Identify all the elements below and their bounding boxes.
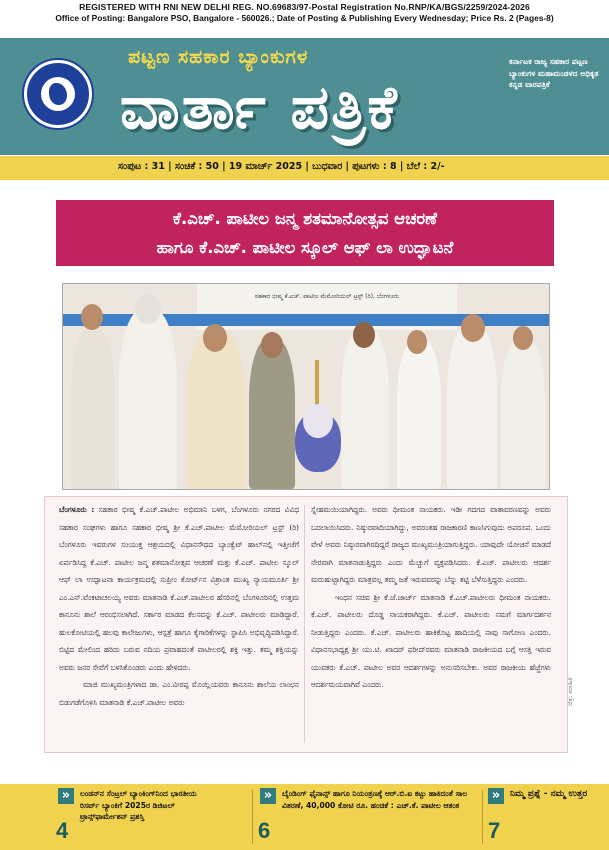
masthead-panel — [0, 38, 609, 155]
masthead-subtitle: ಪಟ್ಟಣ ಸಹಕಾರ ಬ್ಯಾಂಕುಗಳ — [128, 46, 309, 68]
registration-block — [0, 2, 609, 24]
person-head — [261, 332, 283, 358]
footer-item-page-7[interactable] — [484, 784, 604, 850]
person-figure — [119, 309, 177, 489]
footer-index — [0, 784, 609, 850]
person-figure — [249, 339, 295, 489]
chevron-right-icon: » — [488, 788, 504, 804]
masthead — [0, 38, 609, 155]
footer-item-text: ನಿಮ್ಮ ಪ್ರಶ್ನೆ - ನಮ್ಮ ಉತ್ತರ — [510, 789, 588, 799]
footer-separator — [252, 790, 253, 844]
person-head — [461, 314, 485, 342]
person-figure — [447, 325, 497, 489]
footer-item-page-6[interactable] — [254, 784, 474, 850]
footer-item-text: ಲಂಡನ್‌ನ ಸೆಂಟ್ರಲ್ ಬ್ಯಾಂಕಿಂಗ್‌ನಿಂದ ಭಾರತೀಯ ರಿಸರ್ವ್ ಬ್ಯಾಂಕಿಗೆ 2025ರ ಡಿಜಿಟಲ್ ಟ್ರಾನ್ಸ್‌ಫಾರ್ಮೇಶನ್ ಪ್ರಶಸ್ತಿ — [80, 789, 197, 821]
footer-item-page-4[interactable] — [0, 784, 200, 850]
masthead-side-text: ಕರ್ನಾಟಕ ರಾಜ್ಯ ಸಹಕಾರ ಪಟ್ಟಣ ಬ್ಯಾಂಕುಗಳ ಮಹಾಮಂಡಳದ ಅಧಿಕೃತ ಕನ್ನಡ ವಾರಪತ್ರಿಕೆ — [509, 57, 599, 89]
article-column-1 — [59, 501, 299, 711]
footer-separator — [482, 790, 483, 844]
person-figure — [71, 329, 115, 489]
footer-item-text: ಬೈಂಡಿಂಗ್ ಫೈನಾನ್ಸ್ ಹಾಗೂ ನಿಯಂತ್ರಣಕ್ಕೆ ಆರ್.ಬಿ.ಐ ಕಟ್ಟು ಹಾಕಿದಂತೆ ಸಾಲ ವಿತರಣೆ, 40,000 ಕೋಟಿ ರೂ. ಹಂಚಿಕೆ : ಎಚ್.ಕೆ. ಪಾಟೀಲ ಆತಂಕ — [282, 789, 468, 810]
chevron-right-icon: » — [260, 788, 276, 804]
column-divider — [304, 505, 305, 743]
person-head — [135, 294, 161, 324]
headline-box — [56, 200, 554, 266]
footer-item-number: 7 — [488, 818, 501, 843]
article-text: ಸಹಕಾರ ಭೀಷ್ಮ ಕೆ.ಎಚ್.ಪಾಟೀಲ ಅಭಿಮಾನಿ ಬಳಗ, ಬೆಂಗಳೂರು ನಗರದ ವಿವಿಧ ಸಹಕಾರ ಸಂಘಗಳು ಹಾಗೂ ಸಹಕಾರ ಭೀಷ್ಮ ಶ್ರೀ ಕೆ.ಎಚ್.ಪಾಟೀಲ ಮೆಮೋರಿಯಲ್ ಟ್ರಸ್ಟ್ (ರಿ) ಬೆಂಗಳೂರು ಇವರುಗಳ ಸಂಯುಕ್ತ ಆಶ್ರಯದಲ್ಲಿ ವಿಧಾನಸೌಧದ ಬ್ಯಾಂಕ್ವೆಟ್ ಹಾಲ್‌ನಲ್ಲಿ ಇತ್ತೀಚೆಗೆ ಏರ್ಪಡಿಸಿದ್ದ ಕೆ.ಎಚ್. ಪಾಟೀಲ ಜನ್ಮ ಶತಮಾನೋತ್ಸವ ಆಚರಣೆ ಮತ್ತು ಕೆ.ಎಚ್. ಪಾಟೀಲ ಸ್ಕೂಲ್ ಆಫ್ ಲಾ ಉದ್ಘಾಟನಾ ಕಾರ್ಯಕ್ರಮದಲ್ಲಿ ಸುಪ್ರೀಂ ಕೋರ್ಟ್‌ನ ವಿಶ್ರಾಂತ ಮುಖ್ಯ ನ್ಯಾಯಮೂರ್ತಿ ಶ್ರೀ ಎಂ.ಎನ್.ವೆಂಕಟಾಚಲಯ್ಯ ಅವರು ಮಾತನಾಡಿ ಕೆ.ಎಚ್.ಪಾಟೀಲರ ಹೆಸರಿನಲ್ಲಿ ಬೆಂಗಳೂರಿನಲ್ಲಿ ಉತ್ತಮ ಕಾನೂನು ಶಾಲೆ ಆರಂಭಿಸಲಾಗಿದೆ. ಸರ್ಕಾರ ಮಾಡದ ಕೆಲಸವನ್ನು ಕೆ.ಎಚ್. ಪಾಟೀಲರು ಮಾಡಿದ್ದಾರೆ. ಹುಲಕೋಟಿಯಲ್ಲಿ ಹಲವು ಕಾಲೇಜುಗಳು, ಆಸ್ಪತ್ರೆ ಹಾಗೂ ಕೈಗಾರಿಕೆಗಳನ್ನು ಸ್ಥಾಪಿಸಿ ಅಭಿವೃದ್ಧಿಪಡಿಸಿದ್ದಾರೆ. ಬಿಟ್ಟಿದ ಮೇಲಿಂದ ಹರಿದು ಬರುವ ನದಿಯ ಪ್ರವಾಹದಂತೆ ಪಾಟೀಲರಲ್ಲಿ ಶಕ್ತಿ ಇತ್ತು. ತಮ್ಮ ಶಕ್ತಿಯನ್ನು ಅವರು ಜನರ ಸೇವೆಗೆ ಬಳಸಿಕೊಂಡರು ಎಂದು ಹೇಳಿದರು. — [59, 505, 299, 672]
event-photo — [62, 283, 550, 490]
headline-line-1: ಕೆ.ಎಚ್. ಪಾಟೀಲ ಜನ್ಮ ಶತಮಾನೋತ್ಸವ ಆಚರಣೆ — [172, 209, 438, 228]
karnataka-map-icon — [49, 83, 67, 105]
headline — [56, 204, 554, 262]
registration-line-1: REGISTERED WITH RNI NEW DELHI REG. NO.69683/97-Postal Registration No.RNP/KA/BGS/2259/2024-2026 — [79, 2, 530, 12]
person-head — [407, 330, 427, 354]
logo-emblem — [41, 77, 75, 111]
person-head — [513, 326, 533, 350]
stage-banner-text: ಸಹಕಾರ ಭೀಷ್ಮ ಕೆ.ಎಚ್. ಪಾಟೀಲ ಮೆಮೋರಿಯಲ್ ಟ್ರಸ್ಟ್ (ರಿ), ಬೆಂಗಳೂರು — [254, 293, 400, 300]
issue-info-bar — [0, 156, 609, 180]
person-figure — [187, 329, 245, 489]
headline-line-2: ಹಾಗೂ ಕೆ.ಎಚ್. ಪಾಟೀಲ ಸ್ಕೂಲ್ ಆಫ್ ಲಾ ಉದ್ಘಾಟನೆ — [156, 238, 454, 257]
article-body — [44, 496, 568, 753]
registration-line-2: Office of Posting: Bangalore PSO, Bangalore - 560026.; Date of Posting & Publishing Every Wednesday; Price Rs. 2 (Pages-8) — [55, 13, 554, 23]
person-head — [203, 324, 227, 352]
issue-info: ಸಂಪುಟ : 31 | ಸಂಚಿಕೆ : 50 | 19 ಮಾರ್ಚ್ 2025 | ಬುಧವಾರ | ಪುಟಗಳು : 8 | ಬೆಲೆ : 2/- — [118, 161, 445, 172]
chevron-right-icon: » — [58, 788, 74, 804]
article-paragraph — [59, 501, 299, 676]
federation-logo — [24, 60, 92, 128]
footer-item-number: 4 — [56, 818, 69, 843]
article-paragraph: ಇಂಧನ ಸಚಿವ ಶ್ರೀ ಕೆ.ಜೆ.ಜಾರ್ಜ್ ಮಾತನಾಡಿ ಕೆ.ಎಚ್.ಪಾಟೀಲರು ಧೀಮಂತ ನಾಯಕರು. ಕೆ.ಎಚ್. ಪಾಟೀಲರು ದೊಡ್ಡ ನಾಯಕರಾಗಿದ್ದರು. ಕೆ.ಎಚ್. ಪಾಟೀಲರು ನಮಗೆ ಮಾರ್ಗದರ್ಶನ ನೀಡುತ್ತಿದ್ದರು ಎಂದರು. ಕೆ.ಎಚ್. ಪಾಟೀಲರು ಹಾಕಿಕೊಟ್ಟ ಹಾದಿಯಲ್ಲಿ ನಾವು ಸಾಗೋಣ ಎಂದರು. ವಿಧಾನಸಭಾಧ್ಯಕ್ಷ ಶ್ರೀ ಯು.ಟಿ. ಖಾದರ್ ಫರೀದ್‌ರವರು ಮಾತನಾಡಿ ರಾಜಕೀಯದ ಬಗ್ಗೆ ಆಸಕ್ತಿ ಇರುವ ಯುವಕರು ಕೆ.ಎಚ್. ಪಾಟೀಲ ಅವರ ಆದರ್ಶಗಳನ್ನು ಅನುಸರಿಸಬೇಕು. ಅವರ ರಾಜಕೀಯ ಹೆಜ್ಜೆಗಳು ಆದರ್ಶಮಯವಾಗಿವೆ ಎಂದರು. — [311, 592, 551, 689]
article-dateline: ಬೆಂಗಳೂರು : — [59, 505, 95, 514]
person-head — [81, 304, 103, 330]
person-figure — [397, 339, 441, 489]
article-paragraph: ಮಾಜಿ ಮುಖ್ಯಮಂತ್ರಿಗಳಾದ ಡಾ. ಎಂ.ವೀರಪ್ಪ ಮೊಯ್ಲಿಯವರು ಕಾನೂನು ಶಾಲೆಯ ಲಾಂಛನ ಬಿಡುಗಡೆಗೊಳಿಸಿ ಮಾತನಾಡಿ ಕೆ.ಎಚ್.ಪಾಟೀಲ ಅವರು — [59, 680, 299, 707]
article-column-2 — [311, 501, 551, 694]
masthead-title: ವಾರ್ತಾ ಪತ್ರಿಕೆ — [120, 73, 399, 143]
flower-bouquet-top — [303, 404, 333, 438]
person-figure — [341, 329, 389, 489]
footer-item-number: 6 — [258, 818, 271, 843]
person-head — [353, 322, 375, 348]
photo-credit: ಚಿತ್ರ: ಮಾಹಿತಿ — [566, 677, 574, 706]
person-figure — [501, 339, 545, 489]
article-paragraph: ಸ್ನೇಹಮಯಿಯಾಗಿದ್ದರು. ಅವರು ಧೀಮಂತ ನಾಯಕರು. ಇಡೀ ಗದಗದ ವಾತಾವರಣವನ್ನು ಅವರು ಬದಲಾಯಿಸಿದರು. ನಿಷ್ಠುರವಾದಿಯಾಗಿದ್ದು, ಅವರಂತಹ ರಾಜಕಾರಣಿ ಕಾಣಸಿಗುವುದು ಅಪರೂಪ. ಒಂದು ವೇಳೆ ಅವರು ನಿಷ್ಠುರವಾಗಿರದಿದ್ದರೆ ರಾಜ್ಯದ ಮುಖ್ಯಮಂತ್ರಿಯಾಗುತ್ತಿದ್ದರು. ಯಾವುದೇ ಯೋಚನೆ ಮಾಡದೆ ನೇರವಾಗಿ ಮಾತನಾಡುತ್ತಿದ್ದರು ಎಂದು ಮೆಚ್ಚುಗೆ ವ್ಯಕ್ತಪಡಿಸಿದರು. ಕೆ.ಎಚ್. ಪಾಟೀಲರು ಆದರ್ಶ ಮರುಹುಟ್ಟಾಗಿದ್ದರು ಮಾತ್ರವಲ್ಲ ತಮ್ಮ ಜತೆ ಇರುವವರನ್ನು ಬೆನ್ನು ತಟ್ಟಿ ಬೆಳೆಸುತ್ತಿದ್ದರು ಎಂದರು. — [311, 505, 551, 584]
